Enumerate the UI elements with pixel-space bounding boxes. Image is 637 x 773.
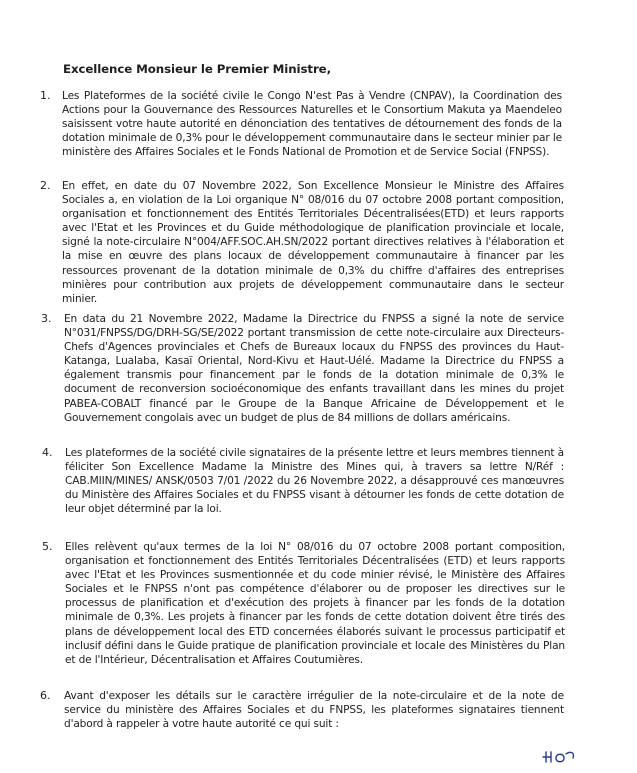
paragraph-text: Les plateformes de la société civile signataires de la présente lettre et leurs membres tiennent à féliciter Son Excellence Madame la Ministre des Mines qui, à travers sa lettre N/Réf : CAB.MIIN/MINES/ ANSK/0503 7/01 /2022 du 26 Novembre 2022, a désapprouvé ces manœuvres du Ministère des Affaires Sociales et du FNPSS visant à détourner les fonds de cette dotation de leur objet déterminé par la loi. <box>65 447 564 516</box>
paragraph-number: 1. <box>40 89 51 102</box>
paragraph-number: 5. <box>42 540 53 553</box>
paragraph-text: Elles relèvent qu'aux termes de la loi N° 08/016 du 07 octobre 2008 portant composition, organisation et fonctionnement des Entités Territoriales Décentralisées (ETD) et leurs rapports avec l'Etat et les Provinces susmentionnée et du code minier révisé, le Ministère des Affaires Sociales et le FNPSS n'ont pas compétence d'élaborer ou de proposer les directives sur le processus de planification et d'exécution des projets à financer par les fonds de la dotation minimale de 0,3%. Les projets à financer par les fonds de cette dotation doivent être tirés des plans de développement local des ETD concernées élaborés suivant le processus participatif et inclusif défini dans le Guide pratique de planification provinciale et locale des Ministères du Plan et de l'Intérieur, Décentralisation et Affaires Coutumières. <box>65 541 565 666</box>
paragraph-number: 2. <box>40 179 51 192</box>
salutation: Excellence Monsieur le Premier Ministre, <box>63 62 331 76</box>
paragraph-number: 3. <box>41 312 52 325</box>
paragraph-text: En data du 21 Novembre 2022, Madame la Directrice du FNPSS a signé la note de service N°031/FNPSS/DG/DRH-SG/SE/2022 portant transmission de cette note-circulaire aux Directeurs-Chefs d'Agences provinciales et Chefs de Bureaux locaux du FNPSS des provinces du Haut-Katanga, Lualaba, Kasaï Oriental, Nord-Kivu et Haut-Uélé. Madame la Directrice du FNPSS a également transmis pour financement par le fonds de la dotation minimale de 0,3% le document de reconversion socioéconomique des enfants travaillant dans les mines du projet PABEA-COBALT financé par le Groupe de la Banque Africaine de Développement et le Gouvernement congolais avec un budget de plus de 84 millions de dollars américains. <box>64 313 564 424</box>
paragraph-number: 6. <box>40 689 51 702</box>
paragraph-text: En effet, en date du 07 Novembre 2022, Son Excellence Monsieur le Ministre des Affaires Sociales a, en violation de la Loi organique N° 08/016 du 07 octobre 2008 portant composition, organisation et fonctionnement des Entités Territoriales Décentralisées(ETD) et leurs rapports avec l'Etat et les Provinces et du Guide méthodologique de planification provinciale et locale, signé la note-circulaire N°004/AFF.SOC.AH.SN/2022 portant directives relatives à l'élaboration et la mise en œuvre des plans locaux de développement communautaire à financer par les ressources provenant de la dotation minimale de 0,3% du chiffre d'affaires des entreprises minières pour contribution aux projets de développement communautaire dans le secteur minier. <box>62 180 564 305</box>
handwritten-initials <box>542 748 578 766</box>
paragraph-number: 4. <box>42 446 53 459</box>
paragraph-text: Les Plateformes de la société civile le Congo N'est Pas à Vendre (CNPAV), la Coordination des Actions pour la Gouvernance des Ressources Naturelles et le Consortium Makuta ya Maendeleo saisissent votre haute autorité en dénonciation des tentatives de détournement des fonds de la dotation minimale de 0,3% pour le développement communautaire dans le secteur minier par le ministère des Affaires Sociales et le Fonds National de Promotion et de Service Social (FNPSS). <box>62 90 562 159</box>
paragraph-text: Avant d'exposer les détails sur le caractère irrégulier de la note-circulaire et de la note de service du ministère des Affaires Sociales et du FNPSS, les plateformes signataires tiennent d'abord à rappeler à votre haute autorité ce qui suit : <box>64 690 564 731</box>
